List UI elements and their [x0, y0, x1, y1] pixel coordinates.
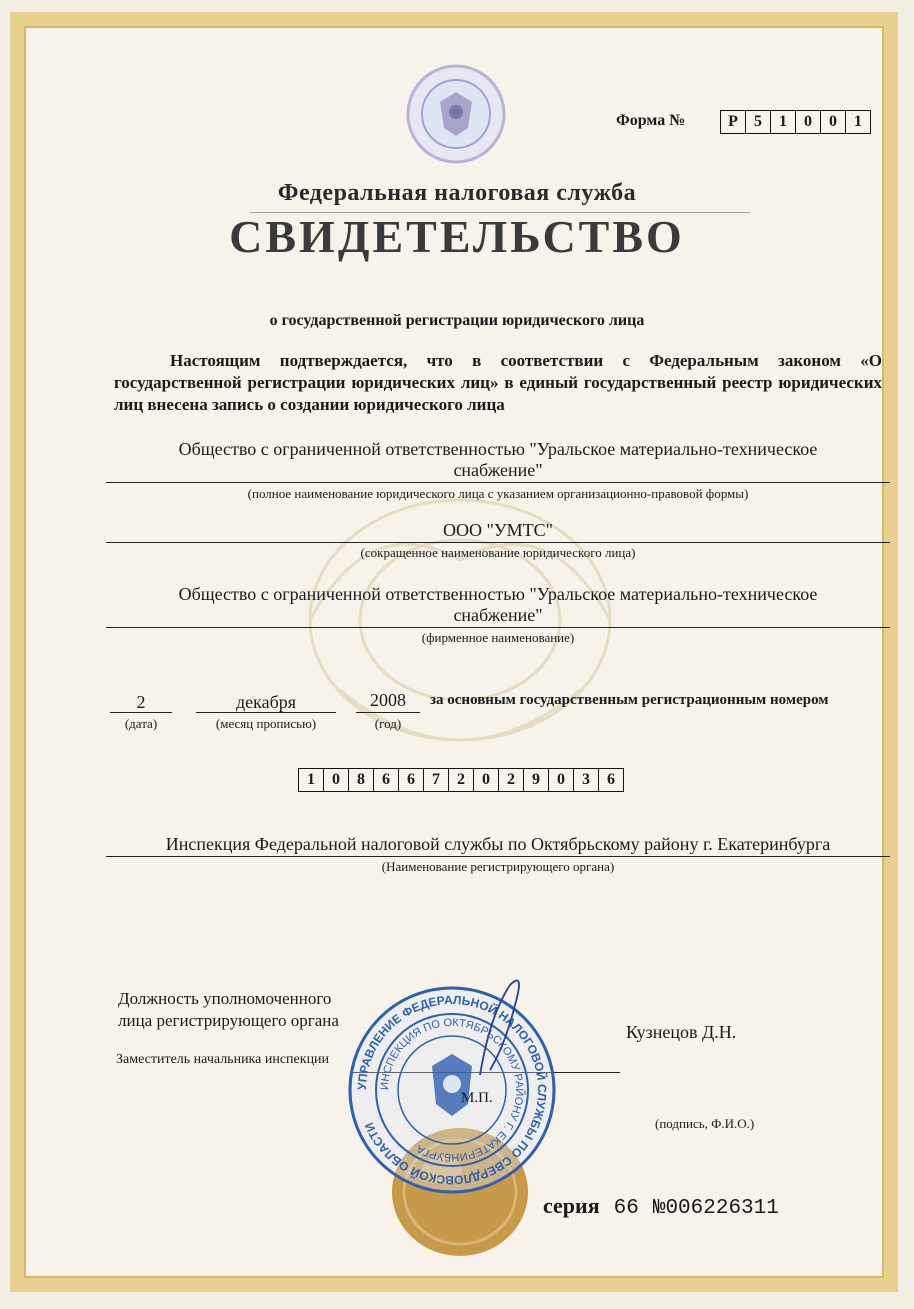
form-code-cells	[720, 110, 871, 134]
firm-name-line2: снабжение"	[453, 605, 543, 625]
date-month: декабря	[235, 692, 297, 712]
short-name: ООО "УМТС"	[443, 520, 553, 540]
underline	[356, 712, 420, 713]
ogrn-digit: 0	[474, 769, 499, 791]
underline	[106, 856, 890, 857]
series-number: №006226311	[652, 1197, 779, 1220]
position-line1: Должность уполномоченного	[118, 989, 332, 1008]
ogrn-digit: 1	[299, 769, 324, 791]
agency-name: Федеральная налоговая служба	[277, 180, 637, 206]
form-code-char: 5	[746, 111, 771, 133]
ogrn-digit: 8	[349, 769, 374, 791]
authority-caption: (Наименование регистрирующего органа)	[381, 859, 615, 874]
form-code-char: 0	[821, 111, 846, 133]
stamp-ring-text: УПРАВЛЕНИЕ ФЕДЕРАЛЬНОЙ НАЛОГОВОЙ СЛУЖБЫ ПО СВЕРДЛОВСКОЙ ОБЛАСТИ	[354, 992, 550, 1188]
form-code-char: Р	[721, 111, 746, 133]
underline	[106, 542, 890, 543]
stamp-inner-text: ИНСПЕКЦИЯ ПО ОКТЯБРЬСКОМУ РАЙОНУ Г. ЕКАТЕРИНБУРГА	[378, 1016, 526, 1164]
underline	[196, 712, 336, 713]
document-subtitle: о государственной регистрации юридического лица	[269, 312, 645, 329]
firm-name-line1: Общество с ограниченной ответственностью "Уральское материально-техническое	[178, 584, 818, 604]
position-line2: лица регистрирующего органа	[118, 1011, 339, 1030]
form-code-char: 0	[796, 111, 821, 133]
document-title: СВИДЕТЕЛЬСТВО	[229, 211, 685, 262]
date-month-caption: (месяц прописью)	[215, 716, 317, 731]
date-day-caption: (дата)	[124, 716, 158, 731]
registering-authority: Инспекция Федеральной налоговой службы по Октябрьскому району г. Екатеринбурга	[165, 834, 831, 854]
form-code-char: 1	[854, 113, 862, 130]
ogrn-number-cells	[298, 768, 624, 792]
form-code-char: 1	[771, 111, 796, 133]
underline	[106, 482, 890, 483]
signatory-position	[118, 988, 339, 1032]
hologram-emblem-icon	[404, 62, 508, 166]
ogrn-label: за основным государственным регистрационным номером	[430, 692, 829, 708]
form-label: Форма №	[616, 112, 686, 129]
series-block	[543, 1193, 779, 1220]
ogrn-digit: 2	[499, 769, 524, 791]
ogrn-digit: 3	[574, 769, 599, 791]
intro-paragraph: Настоящим подтверждается, что в соответствии с Федеральным законом «О государственной регистрации юридических лиц» в единый государственный реестр юридических лиц внесена запись о создании юридического лица	[114, 351, 882, 414]
full-name-line1: Общество с ограниченной ответственностью "Уральское материально-техническое	[178, 439, 818, 459]
series-label: серия	[543, 1193, 600, 1218]
ogrn-digit: 6	[374, 769, 399, 791]
signature-scribble-icon	[470, 975, 530, 1085]
signer-name: Кузнецов Д.Н.	[626, 1022, 737, 1042]
full-name-line2: снабжение"	[453, 460, 543, 480]
stamp-place-label: М.П.	[461, 1090, 493, 1106]
series-region: 66	[613, 1197, 639, 1220]
ogrn-digit: 9	[524, 769, 549, 791]
ogrn-digit: 0	[324, 769, 349, 791]
short-name-caption: (сокращенное наименование юридического лица)	[360, 545, 636, 560]
ogrn-digit: 6	[607, 771, 615, 788]
date-day: 2	[136, 692, 146, 712]
ogrn-digit: 0	[549, 769, 574, 791]
full-name-caption: (полное наименование юридического лица с указанием организационно-правовой формы)	[247, 486, 749, 501]
signature-caption: (подпись, Ф.И.О.)	[655, 1116, 755, 1131]
date-year-caption: (год)	[374, 716, 402, 731]
ogrn-digit: 6	[399, 769, 424, 791]
underline	[106, 627, 890, 628]
ogrn-digit: 2	[449, 769, 474, 791]
ogrn-digit: 7	[424, 769, 449, 791]
date-year: 2008	[370, 690, 406, 710]
underline	[110, 712, 172, 713]
deputy-title: Заместитель начальника инспекции	[116, 1052, 330, 1067]
firm-name-caption: (фирменное наименование)	[421, 630, 575, 645]
